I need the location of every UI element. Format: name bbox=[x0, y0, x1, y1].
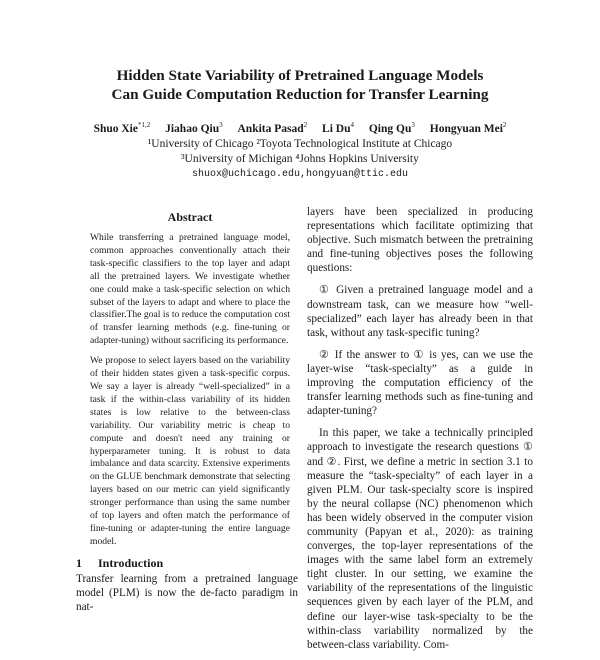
section-title: Introduction bbox=[98, 556, 164, 570]
title-line-2: Can Guide Computation Reduction for Transfer Learning bbox=[111, 86, 489, 103]
intro-body bbox=[76, 572, 298, 614]
title-line-1: Hidden State Variability of Pretrained Language Models bbox=[116, 67, 484, 84]
affiliation-line-2: ³University of Michigan ⁴Johns Hopkins University bbox=[181, 152, 419, 165]
intro-paragraph: Transfer learning from a pretrained language model (PLM) is now the de-facto paradigm in nat- bbox=[76, 573, 298, 613]
abstract-paragraph-2: We propose to select layers based on the variability of their hidden states given a task-specific corpus. We say a layer is already “well-specialized” in a task if the within-class variability of its hidden states is low relative to the between-class variability. Our variability metric is cheap to compute and doesn't need any training or hyperparameter tuning. It is robust to data imbalance and data scarcity. Extensive experiments on the GLUE benchmark demonstrate that selecting layers based on our metric can yield significantly stronger performance than using the same number of top layers and often match the performance of fine-tuning or adapter-tuning the entire language model. bbox=[90, 355, 290, 547]
research-question-1: ① Given a pretrained language model and a downstream task, can we measure how “well-specialized” each layer has already been in that task, without any task-specific tuning? bbox=[307, 284, 533, 339]
abstract-heading: Abstract bbox=[167, 210, 213, 224]
author: Qing Qu$^3$ bbox=[368, 121, 415, 135]
section-heading bbox=[76, 556, 296, 571]
right-paragraph-1: layers have been specialized in producing representations which facilitate optimizing that objective. Such mismatch between the pretraining and fine-tuning objectives poses the following questions: bbox=[307, 206, 533, 275]
author-block bbox=[0, 118, 600, 182]
author: Ankita Pasad$^2$ bbox=[237, 121, 308, 135]
author: Li Du$^4$ bbox=[322, 121, 354, 135]
paper-title bbox=[0, 66, 600, 104]
right-paragraph-2: In this paper, we take a technically principled approach to investigate the research questions ① and ②. First, we define a metric in section 3.1 to measure the “task-specialty” of each layer in a given PLM. Our task-specialty score is inspired by the neural collapse (NC) phenomenon which has been widely observed in the computer vision community (Papyan et al., 2020): as training converges, the top-layer representations of the images with the same label form an extremely tight cluster. In our setting, we examine the variability of the representations of the linguistic sequences given by each layer of the PLM, and define our layer-wise task-specialty to be the within-class variability normalized by the between-class variability. Com- bbox=[307, 427, 533, 651]
author: Shuo Xie$^{*1,2}$ bbox=[93, 121, 151, 135]
research-question-2: ② If the answer to ① is yes, can we use the layer-wise “task-specialty” as a guide in improving the computation efficiency of the transfer learning methods such as fine-tuning and adapter-tuning? bbox=[307, 348, 533, 418]
section-number: 1 bbox=[76, 556, 82, 570]
author-names bbox=[0, 118, 600, 137]
abstract-body bbox=[90, 232, 290, 556]
author: Jiahao Qiu$^3$ bbox=[165, 121, 223, 135]
author: Hongyuan Mei$^2$ bbox=[429, 121, 507, 135]
affiliation-line-1: ¹University of Chicago ²Toyota Technological Institute at Chicago bbox=[147, 137, 453, 150]
email: shuox@uchicago.edu,hongyuan@ttic.edu bbox=[191, 168, 409, 180]
right-column bbox=[307, 205, 533, 660]
abstract-paragraph-1: While transferring a pretrained language model, common approaches conventionally attach their task-specific classifiers to the top layer and adapt all the pretrained layers. We investigate whether one could make a task-specific selection on which subset of the layers to adapt and where to place the classifier.The goal is to reduce the computation cost of transfer learning methods (e.g. fine-tuning or adapter-tuning) without sacrificing its performance. bbox=[90, 232, 290, 347]
